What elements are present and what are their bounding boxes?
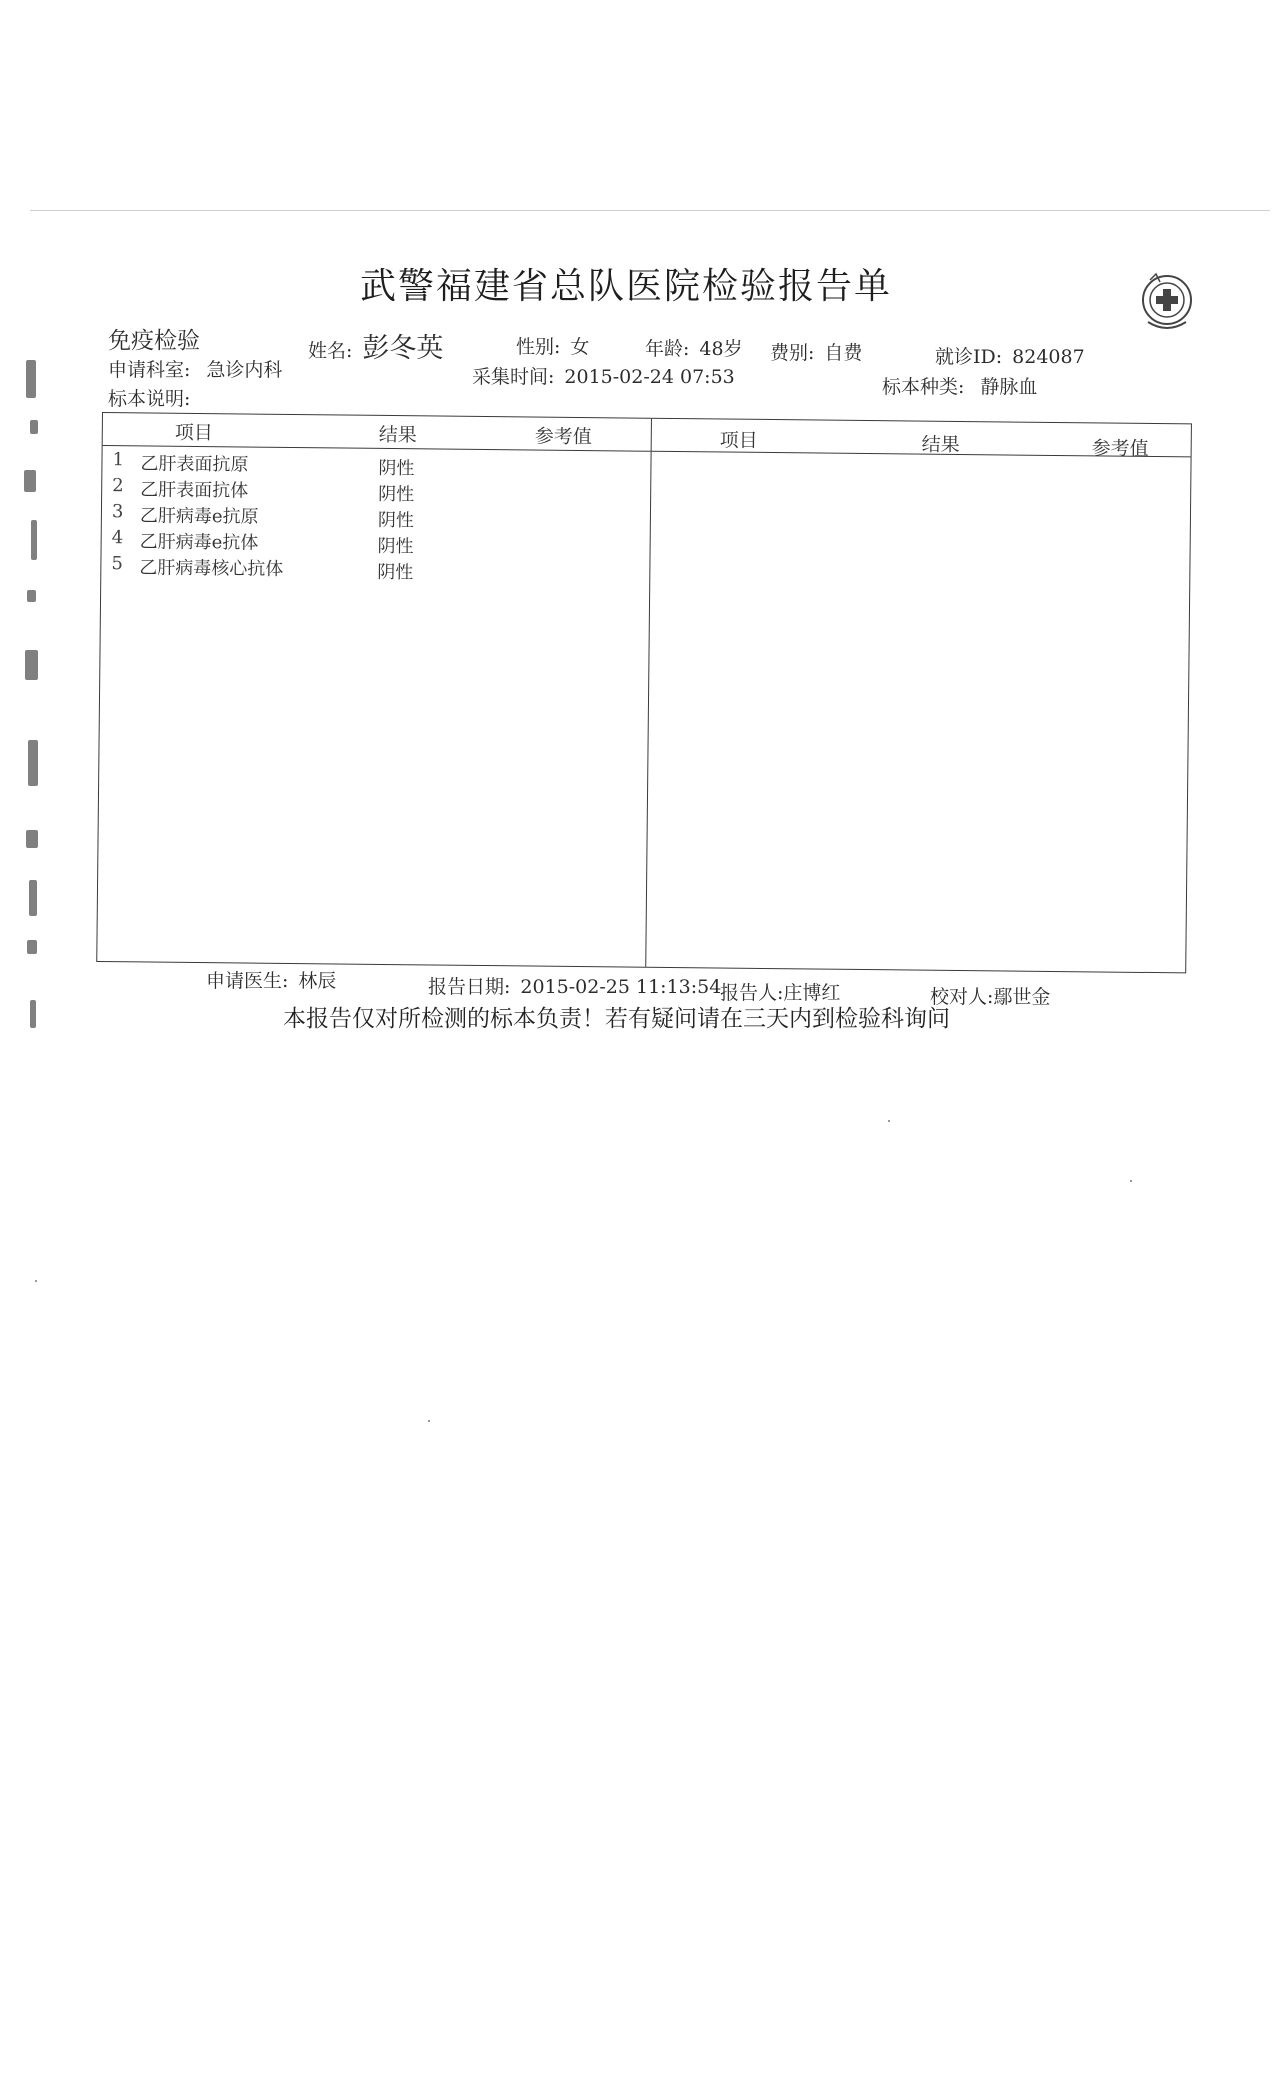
report-date-label: 报告日期:: [428, 976, 511, 998]
collection-time-label: 采集时间:: [472, 366, 555, 388]
row-result: 阴性: [377, 561, 414, 584]
patient-sex-value: 女: [570, 336, 590, 358]
reporter-value: 庄博红: [783, 982, 841, 1004]
results-table: [96, 412, 1192, 973]
row-result: 阴性: [378, 483, 415, 506]
patient-name-value: 彭冬英: [362, 333, 444, 364]
row-result: 阴性: [377, 509, 414, 532]
visit-id-label: 就诊ID:: [935, 346, 1003, 368]
row-item: 乙肝表面抗体: [140, 479, 249, 502]
header-result: 结果: [378, 423, 417, 447]
patient-age-value: 48岁: [699, 338, 743, 360]
header-result-right: 结果: [921, 433, 960, 456]
specimen-type-field: [882, 372, 1037, 399]
specimen-type-value: 静脉血: [980, 376, 1038, 398]
reporter-label: 报告人:: [720, 982, 784, 1004]
patient-name-label: 姓名:: [308, 340, 353, 362]
patient-sex-label: 性别:: [516, 336, 561, 358]
visit-id-value: 824087: [1012, 346, 1085, 368]
results-table-right: [646, 419, 1191, 973]
collection-time-field: [472, 362, 735, 389]
report-title: 武警福建省总队医院检验报告单: [360, 266, 893, 307]
header-item-right: 项目: [719, 429, 758, 452]
table-header-left: [103, 413, 651, 452]
patient-name-field: [308, 326, 443, 365]
checker-label: 校对人:: [930, 986, 994, 1008]
collection-time-value: 2015-02-24 07:53: [564, 366, 735, 388]
scan-edge-line: [30, 210, 1270, 211]
scan-speck: [35, 1280, 37, 1282]
table-row: [101, 551, 649, 583]
row-number: 2: [112, 475, 124, 497]
fee-type-value: 自费: [824, 342, 863, 364]
doctor-label: 申请医生:: [206, 970, 289, 992]
scan-speck: [888, 1120, 890, 1122]
header-item: 项目: [174, 421, 213, 445]
header-reference: 参考值: [534, 425, 592, 449]
scan-edge-marks: [22, 360, 48, 1060]
report-date-field: [428, 972, 721, 999]
department-field: [108, 355, 282, 382]
department-value: 急诊内科: [206, 359, 283, 381]
department-label: 申请科室:: [108, 359, 191, 381]
hospital-emblem-icon: [1138, 270, 1196, 334]
requesting-doctor-field: [206, 966, 336, 993]
patient-age-field: [645, 334, 743, 361]
scan-speck: [428, 1420, 430, 1422]
table-header-right: [652, 419, 1191, 458]
doctor-value: 林辰: [298, 970, 337, 992]
fee-type-label: 费别:: [770, 342, 815, 364]
row-result: 阴性: [377, 535, 414, 558]
row-number: 5: [111, 553, 123, 575]
row-result: 阴性: [378, 457, 415, 480]
row-number: 3: [111, 501, 124, 523]
row-number: 4: [111, 527, 124, 549]
test-category: 免疫检验: [108, 328, 200, 354]
report-disclaimer: 本报告仅对所检测的标本负责！若有疑问请在三天内到检验科询问: [283, 1006, 950, 1032]
fee-type-field: [770, 338, 862, 365]
report-date-value: 2015-02-25 11:13:54: [520, 976, 722, 998]
patient-sex-field: [516, 332, 589, 359]
row-item: 乙肝病毒e抗体: [139, 531, 259, 554]
results-table-left: [97, 413, 652, 967]
specimen-type-label: 标本种类:: [882, 376, 965, 398]
scan-speck: [1130, 1180, 1132, 1182]
specimen-note-label: 标本说明:: [108, 388, 191, 410]
visit-id-field: [935, 342, 1085, 369]
row-item: 乙肝病毒e抗原: [139, 505, 259, 528]
specimen-note-field: [108, 384, 190, 411]
row-item: 乙肝病毒核心抗体: [139, 557, 284, 580]
checker-value: 鄢世金: [993, 986, 1051, 1008]
patient-age-label: 年龄:: [645, 338, 690, 360]
header-reference-right: 参考值: [1091, 437, 1149, 460]
table-body-left: [101, 447, 650, 583]
row-item: 乙肝表面抗原: [140, 453, 249, 476]
row-number: 1: [112, 449, 125, 471]
